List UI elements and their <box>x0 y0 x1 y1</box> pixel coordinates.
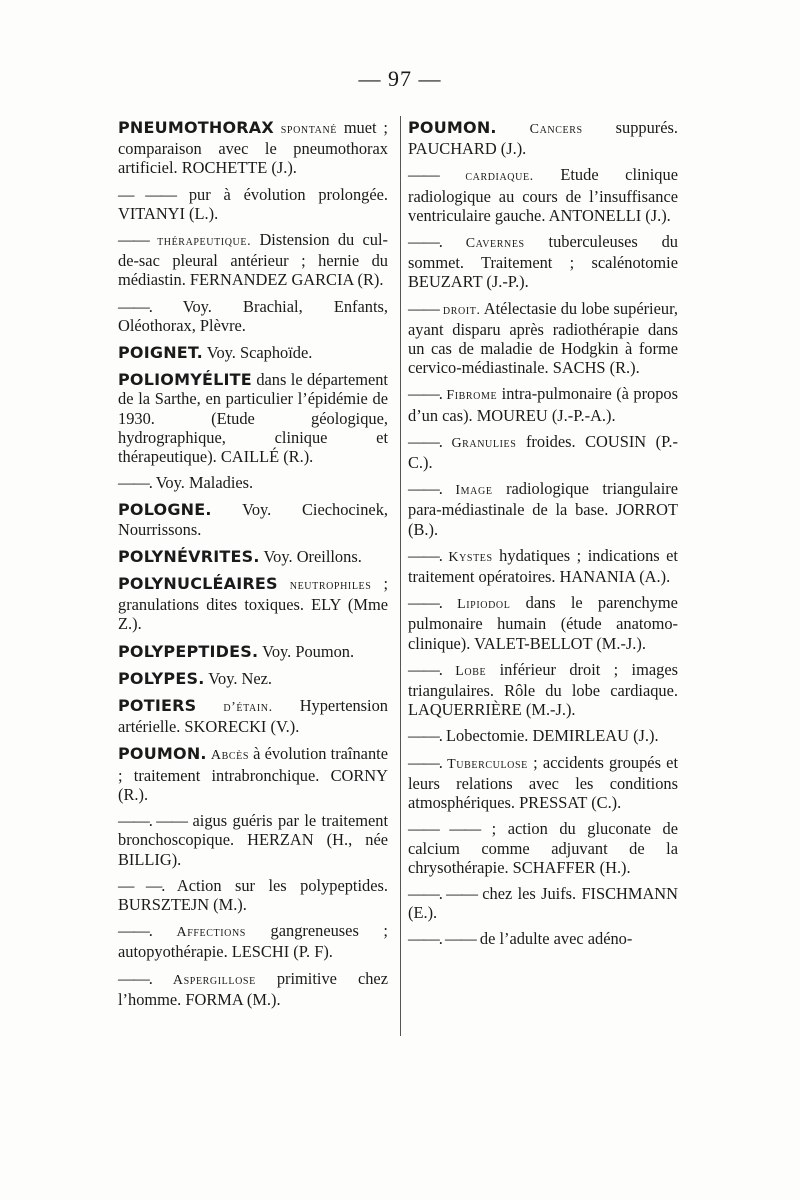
entry-text: Voy. Brachial, Enfants, Oléothorax, Plèvre. <box>118 296 388 335</box>
entry-text: ; action du gluconate de calcium comme adjuvant de la chrysothérapie. SCHAFFER (H.). <box>408 819 678 877</box>
entry-text: Voy. Poumon. <box>262 641 355 661</box>
index-entry <box>408 118 678 158</box>
entry-dash: ——. —— <box>408 883 477 903</box>
entry-headword: PNEUMOTHORAX <box>118 118 274 137</box>
entry-subheading: neutrophiles <box>289 578 372 594</box>
index-entry <box>408 929 678 948</box>
entry-dash: ——. <box>118 921 152 941</box>
entry-subheading: spontané <box>280 122 337 137</box>
entry-text: Atélectasie du lobe supérieur, ayant disparu après radiothérapie dans un cas de maladie de Hodgkin à forme cervico-médiastinale. SACHS (R.). <box>408 298 678 378</box>
entry-subheading: droit. <box>442 302 481 318</box>
index-entry <box>118 370 388 466</box>
entry-text: ; granulations dites toxiques. ELY (Mme Z.). <box>118 574 388 634</box>
entry-headword: POLOGNE. <box>118 500 212 520</box>
entry-text: aigus guéris par le traitement bronchoscopique. HERZAN (H., née BILLIG). <box>118 811 388 869</box>
entry-dash: ——. <box>118 296 152 316</box>
entry-text: Voy. Oreillons. <box>263 546 362 566</box>
entry-text: ; accidents groupés et leurs relations avec les conditions atmosphériques. PRESSAT (C.). <box>408 752 678 813</box>
entry-text: Distension du cul-de-sac pleural antérieur ; hernie du médiastin. FERNANDEZ GARCIA (R). <box>118 230 388 290</box>
entry-text: muet ; comparaison avec le pneumothorax artificiel. ROCHETTE (J.). <box>118 118 388 178</box>
entry-dash: ——. <box>408 726 442 746</box>
entry-dash: — —. <box>118 875 165 895</box>
entry-dash: — —— <box>118 184 176 204</box>
entry-subheading: Kystes <box>448 549 493 565</box>
index-entry <box>408 384 678 424</box>
entry-subheading: Fibrome <box>446 388 498 404</box>
entry-subheading: Granulies <box>451 435 517 451</box>
entry-headword: POTIERS <box>118 696 197 716</box>
entry-text: suppurés. PAUCHARD (J.). <box>408 118 678 159</box>
entry-text: primitive chez l’homme. FORMA (M.). <box>118 968 388 1009</box>
entry-text: à évolution traînante ; traitement intrabronchique. CORNY (R.). <box>118 744 388 804</box>
entry-subheading: Lobe <box>455 663 487 679</box>
entry-text: tuberculeuses du sommet. Traitement ; scalénotomie BEUZART (J.-P.). <box>408 232 678 292</box>
entry-subheading: Cancers <box>529 122 583 137</box>
entry-text: dans le département de la Sarthe, en particulier l’épidémie de 1930. (Etude géologique, hydrographique, clinique et thérapeutique). CAILLÉ (R.). <box>118 370 388 467</box>
entry-subheading: d’étain. <box>223 700 273 716</box>
index-entry <box>118 969 388 1009</box>
index-entry <box>118 185 388 223</box>
index-entry <box>118 473 388 492</box>
index-entry <box>118 343 388 362</box>
index-entry <box>118 574 388 634</box>
entry-subheading: Affections <box>176 925 246 941</box>
index-entry <box>408 432 678 472</box>
entry-text: Action sur les polypeptides. BURSZTEJN (M.). <box>118 875 388 914</box>
entry-subheading: Image <box>455 483 493 499</box>
entry-dash: ——. <box>408 659 442 679</box>
entry-text: Hypertension artérielle. SKORECKI (V.). <box>118 696 388 737</box>
entry-dash: ——. <box>408 593 442 613</box>
entry-headword: POLYPES. <box>118 668 205 688</box>
entry-dash: ——. <box>118 968 152 988</box>
entry-text: Voy. Scaphoïde. <box>206 343 313 363</box>
entry-text: intra-pulmonaire (à propos d’un cas). MOUREU (J.-P.-A.). <box>408 384 678 425</box>
entry-text: hydatiques ; indications et traitement opératoires. HANANIA (A.). <box>408 545 678 587</box>
entry-subheading: cardiaque. <box>465 169 534 185</box>
right-column <box>408 110 678 956</box>
entry-text: dans le parenchyme pulmonaire humain (étude anatomo-clinique). VALET-BELLOT (M.-J.). <box>408 593 678 653</box>
entry-dash: ——. <box>408 545 442 565</box>
index-entry <box>408 593 678 653</box>
entry-dash: ——. <box>408 479 442 499</box>
entry-text: Etude clinique radiologique au cours de l’insuffisance ventriculaire gauche. ANTONELLI (J.). <box>408 165 678 225</box>
entry-dash: —— <box>408 165 439 185</box>
entry-dash: ——. <box>408 384 442 404</box>
index-entry <box>408 232 678 292</box>
index-entry <box>408 299 678 378</box>
index-entry <box>118 669 388 688</box>
entry-subheading: Cavernes <box>465 236 525 252</box>
entry-dash: ——. <box>408 431 442 451</box>
entry-text: Lobectomie. DEMIRLEAU (J.). <box>446 726 659 746</box>
entry-headword: POLYPEPTIDES. <box>118 641 259 661</box>
entry-dash: —— <box>118 230 149 250</box>
index-entry <box>118 500 388 538</box>
index-entry <box>118 547 388 566</box>
entry-text: inférieur droit ; images triangulaires. Rôle du lobe cardiaque. LAQUERRIÈRE (M.-J.). <box>408 659 678 720</box>
index-entry <box>118 297 388 335</box>
index-entry <box>118 744 388 804</box>
entry-dash: ——. <box>118 473 152 493</box>
entry-subheading: thérapeutique. <box>157 234 252 250</box>
index-entry <box>408 165 678 225</box>
entry-text: de l’adulte avec adéno- <box>479 929 633 949</box>
entry-subheading: Aspergillose <box>172 972 256 988</box>
entry-headword: POUMON. <box>118 744 207 764</box>
index-entry <box>408 660 678 720</box>
entry-dash: ——. <box>408 752 442 772</box>
column-divider <box>400 116 401 1036</box>
entry-text: Voy. Nez. <box>208 668 273 688</box>
entry-text: pur à évolution prolongée. VITANYI (L.). <box>118 184 388 223</box>
entry-dash: ——. <box>408 232 442 252</box>
page-number: — 97 — <box>358 66 442 91</box>
entry-headword: POLIOMYÉLITE <box>118 370 252 390</box>
entry-dash: —— <box>408 298 439 318</box>
entry-subheading: Abcès <box>210 748 249 764</box>
index-entry <box>118 230 388 290</box>
entry-dash: —— —— <box>408 819 481 839</box>
index-entry <box>118 642 388 661</box>
index-entry <box>408 753 678 813</box>
index-entry <box>118 118 388 178</box>
entry-headword: POUMON. <box>408 118 497 137</box>
index-entry <box>408 479 678 539</box>
entry-text: chez les Juifs. FISCHMANN (E.). <box>408 883 678 923</box>
entry-headword: POIGNET. <box>118 343 203 363</box>
index-entry <box>408 819 678 877</box>
index-entry <box>118 876 388 914</box>
entry-text: Voy. Ciechocinek, Nourrissons. <box>118 500 388 539</box>
entry-subheading: Lipiodol <box>457 597 511 613</box>
entry-text: radiologique triangulaire para-médiastinale de la base. JORROT (B.). <box>408 479 678 539</box>
entry-headword: POLYNÉVRITES. <box>118 546 260 566</box>
index-entry <box>408 726 678 745</box>
index-entry <box>118 696 388 736</box>
index-entry <box>408 884 678 922</box>
entry-subheading: Tuberculose <box>447 756 528 772</box>
index-entry <box>118 811 388 869</box>
entry-dash: ——. —— <box>118 811 188 831</box>
entry-dash: ——. —— <box>408 929 476 949</box>
left-column <box>118 110 388 1016</box>
entry-text: Voy. Maladies. <box>155 473 254 493</box>
entry-headword: POLYNUCLÉAIRES <box>118 574 278 594</box>
entry-text: froides. COUSIN (P.-C.). <box>408 431 678 473</box>
entry-text: gangreneuses ; autopyothérapie. LESCHI (P. F). <box>118 921 388 962</box>
index-entry <box>408 546 678 586</box>
index-entry <box>118 921 388 961</box>
